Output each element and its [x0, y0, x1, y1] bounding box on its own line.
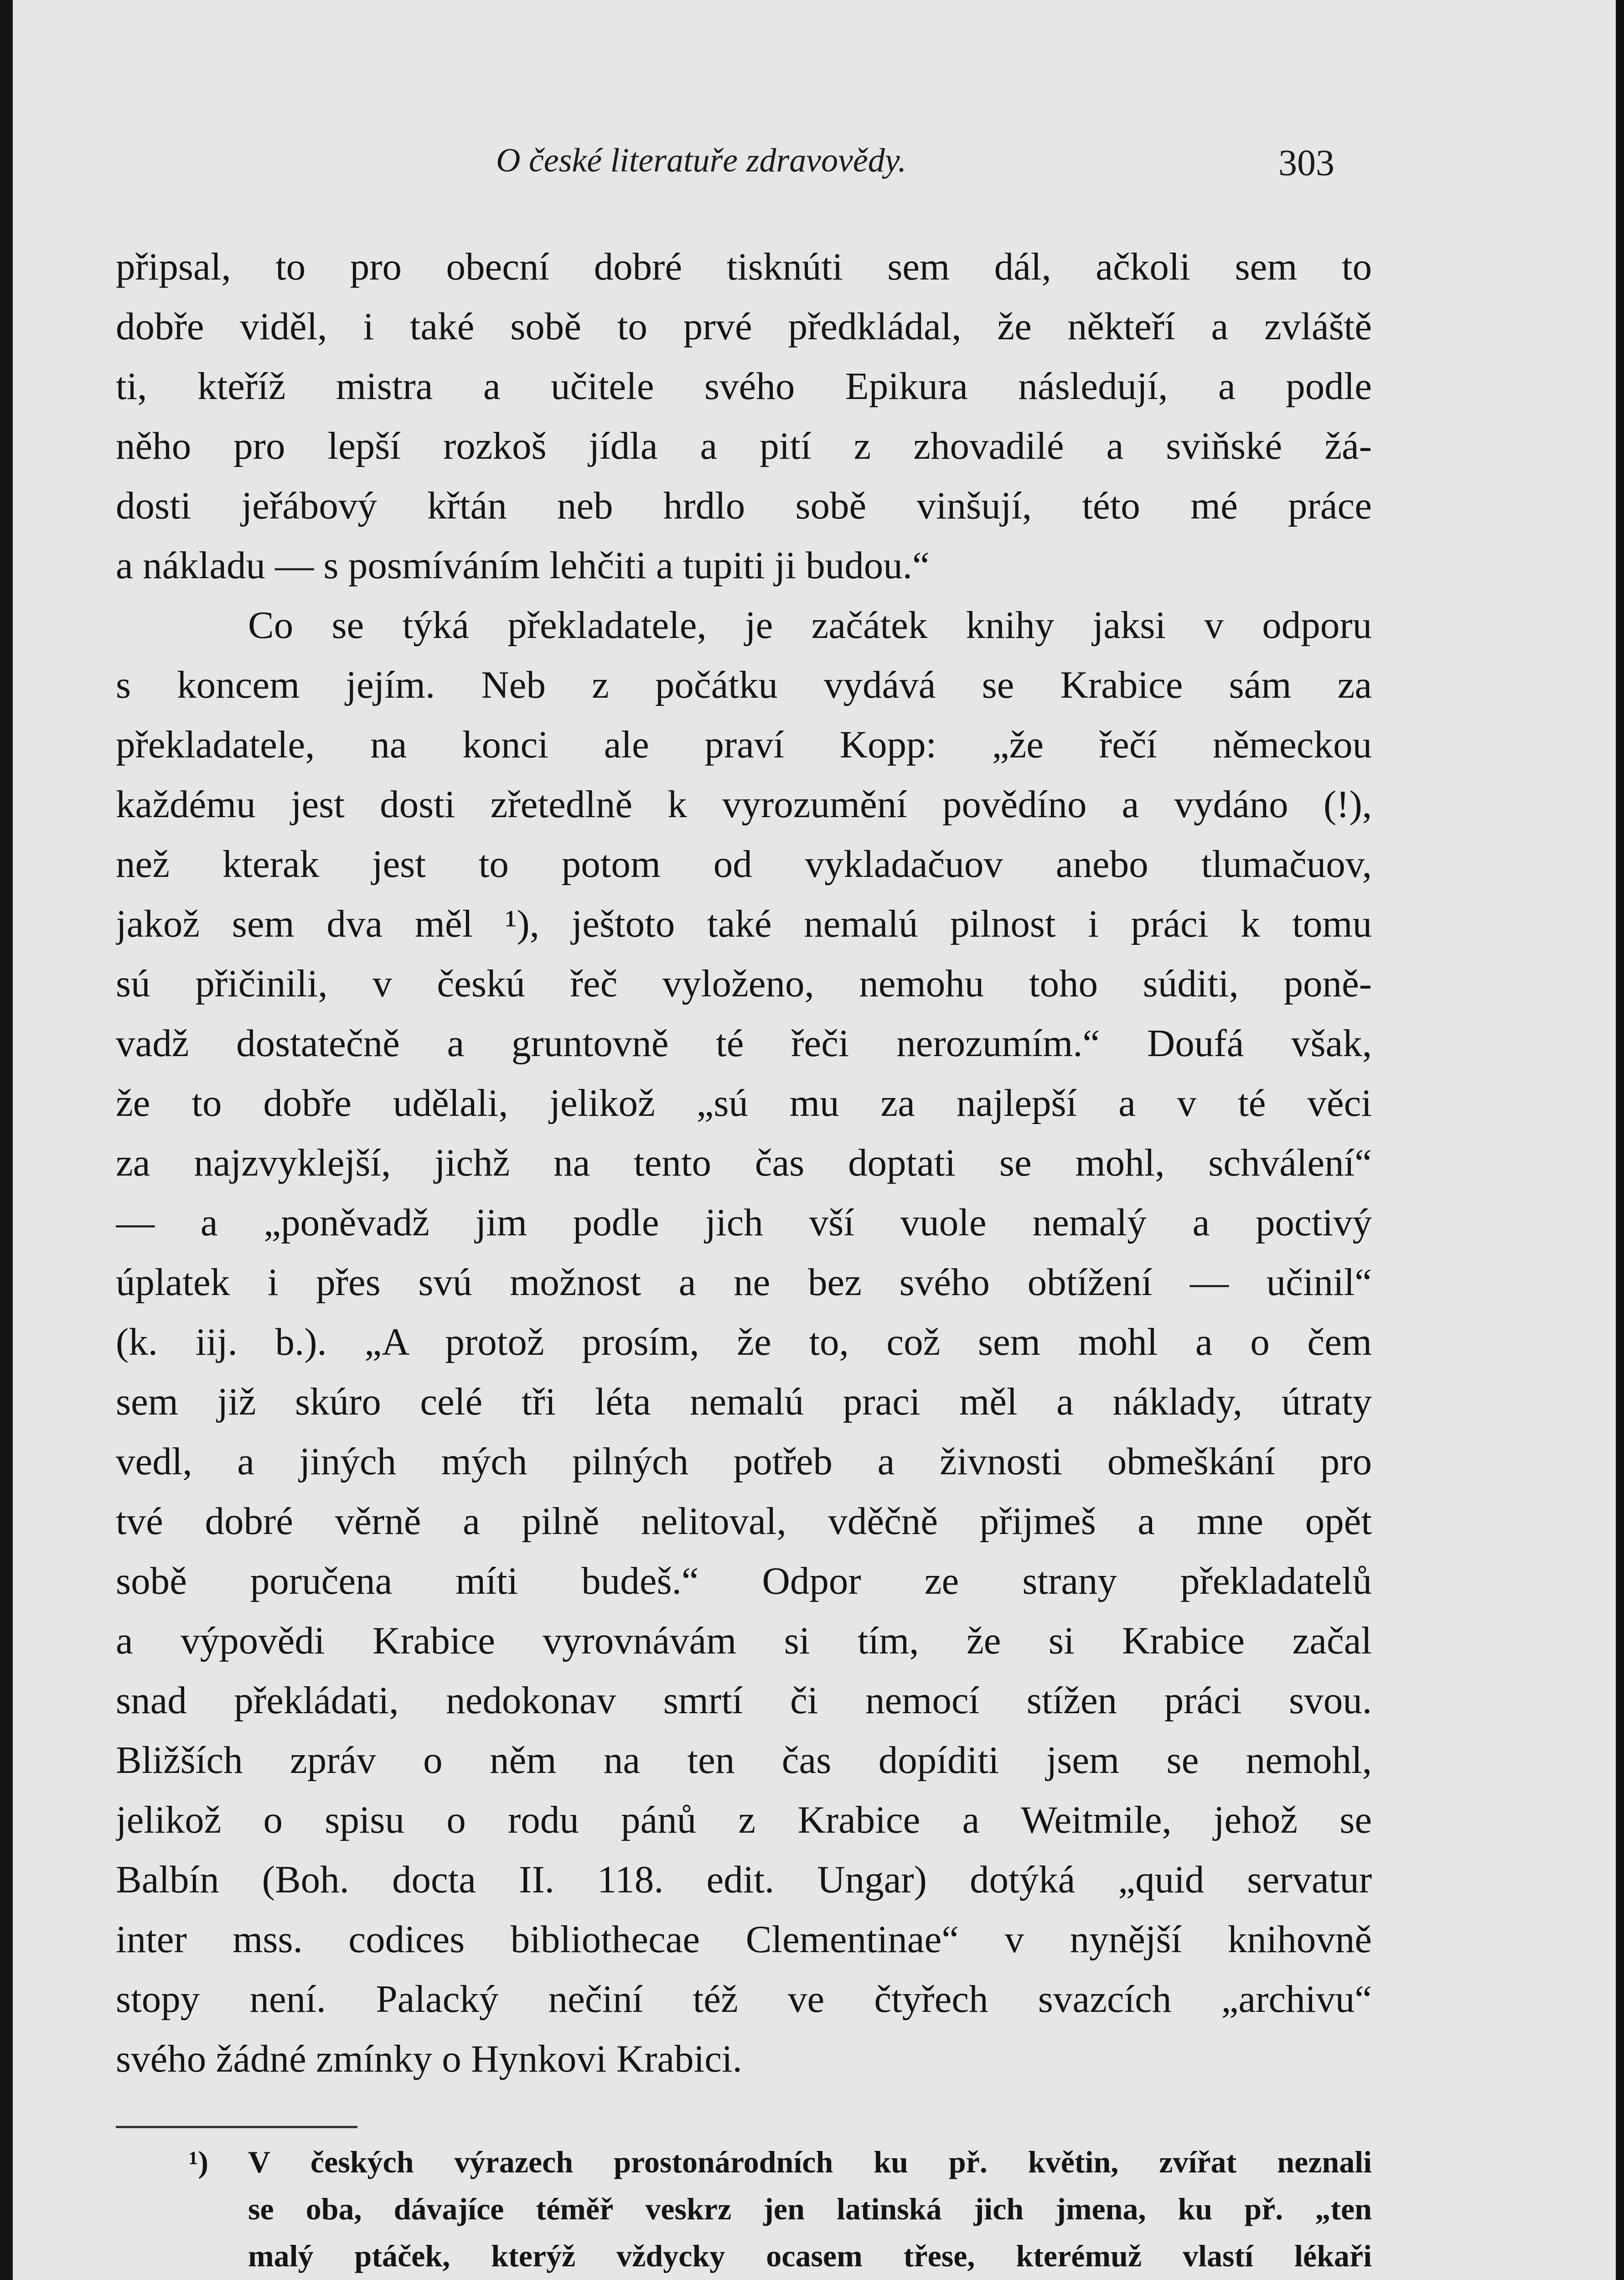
text-line: a výpovědi Krabice vyrovnávám si tím, že si Krabice začal: [116, 1619, 1372, 1662]
text-line: za najzvyklejší, jichž na tento čas doptati se mohl, schválení“: [116, 1141, 1372, 1184]
text-line: úplatek i přes svú možnost a ne bez svého obtížení — učinil“: [116, 1261, 1372, 1304]
text-line: dosti jeřábový křtán neb hrdlo sobě vinšují, této mé práce: [116, 484, 1372, 527]
text-line: stopy není. Palacký nečiní též ve čtyřech svazcích „archivu“: [116, 1978, 1372, 2021]
text-line: inter mss. codices bibliothecae Clementinae“ v nynější knihovně: [116, 1918, 1372, 1961]
text-line: snad překládati, nedokonav smrtí či nemocí stížen práci svou.: [116, 1679, 1372, 1722]
footnote: [116, 2139, 1372, 2280]
text-line: sú přičinili, v českú řeč vyloženo, nemohu toho súditi, poně-: [116, 962, 1372, 1005]
text-line: připsal, to pro obecní dobré tisknúti sem dál, ačkoli sem to: [116, 245, 1372, 288]
text-line: Bližších zpráv o něm na ten čas dopíditi jsem se nemohl,: [116, 1739, 1372, 1782]
footnote-line: [116, 2139, 1372, 2186]
text-line: (k. iij. b.). „A protož prosím, že to, což sem mohl a o čem: [116, 1321, 1372, 1363]
text-line: — a „poněvadž jim podle jich vší vuole nemalý a poctivý: [116, 1201, 1372, 1244]
footnote-line: malý ptáček, kterýž vždycky ocasem třese, kterémuž vlastí lékaři: [248, 2239, 1372, 2273]
text-line: Balbín (Boh. docta II. 118. edit. Ungar) dotýká „quid servatur: [116, 1858, 1372, 1901]
text-line: tvé dobré věrně a pilně nelitoval, vděčně přijmeš a mne opět: [116, 1500, 1372, 1543]
book-page: [13, 0, 1616, 2280]
text-line: vedl, a jiných mých pilných potřeb a živnosti obmeškání pro: [116, 1440, 1372, 1483]
footnote-marker: ¹): [189, 2145, 209, 2179]
scan-border: [0, 0, 13, 2280]
footnote-rule: [116, 2126, 357, 2128]
footnote-line: se oba, dávajíce téměř veskrz jen latinská jich jmena, ku př. „ten: [248, 2192, 1372, 2226]
footnote-text: V českých výrazech prostonárodních ku př. květin, zvířat neznali: [248, 2145, 1372, 2179]
running-title: O české literatuře zdravovědy.: [496, 142, 907, 179]
text-line: ti, kteříž mistra a učitele svého Epikura následují, a podle: [116, 365, 1372, 408]
text-line: a nákladu — s posmíváním lehčiti a tupiti ji budou.“: [116, 544, 930, 587]
text-line: že to dobře udělali, jelikož „sú mu za najlepší a v té věci: [116, 1082, 1372, 1124]
text-line: překladatele, na konci ale praví Kopp: „že řečí německou: [116, 723, 1372, 766]
page-number: 303: [1278, 142, 1334, 183]
text-line: svého žádné zmínky o Hynkovi Krabici.: [116, 2037, 742, 2080]
text-line: než kterak jest to potom od vykladačuov anebo tlumačuov,: [116, 843, 1372, 886]
main-text: [116, 237, 1372, 2089]
text-line: něho pro lepší rozkoš jídla a pití z zhovadilé a sviňské žá-: [116, 425, 1372, 467]
text-line: sem již skúro celé tři léta nemalú praci měl a náklady, útraty: [116, 1380, 1372, 1423]
text-line: Co se týká překladatele, je začátek knihy jaksi v odporu: [248, 604, 1372, 647]
page-header: [13, 137, 1616, 196]
text-line: sobě poručena míti budeš.“ Odpor ze strany překladatelů: [116, 1560, 1372, 1602]
text-line: dobře viděl, i také sobě to prvé předkládal, že někteří a zvláště: [116, 305, 1372, 348]
text-line: s koncem jejím. Neb z počátku vydává se Krabice sám za: [116, 663, 1372, 706]
text-line: každému jest dosti zřetedlně k vyrozumění povědíno a vydáno (!),: [116, 783, 1372, 826]
text-line: jelikož o spisu o rodu pánů z Krabice a Weitmile, jehož se: [116, 1798, 1372, 1841]
text-line: jakož sem dva měl ¹), ještoto také nemalú pilnost i práci k tomu: [116, 902, 1372, 945]
text-line: vadž dostatečně a gruntovně té řeči nerozumím.“ Doufá však,: [116, 1022, 1372, 1065]
